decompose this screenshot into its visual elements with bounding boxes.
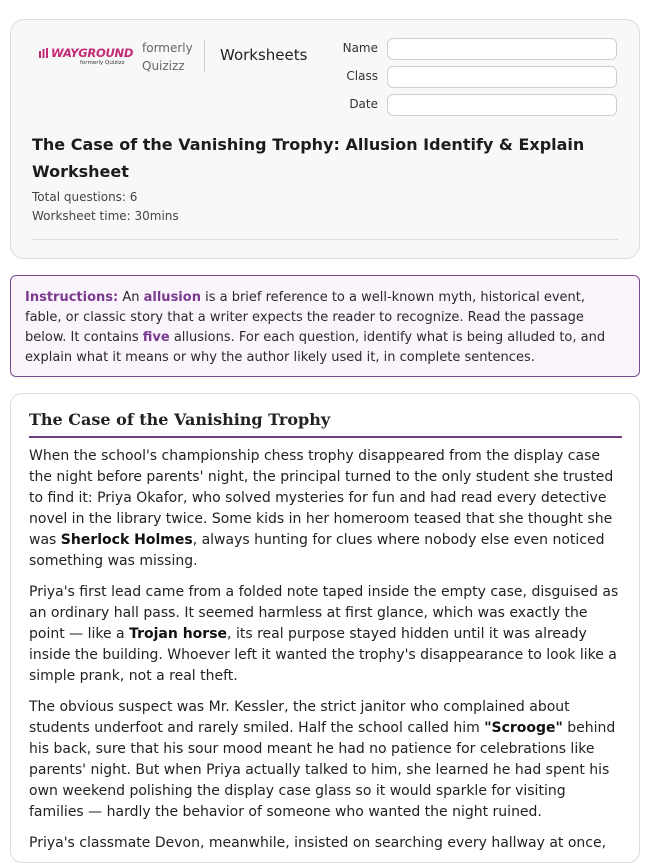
total-questions: Total questions: 6 <box>32 190 138 204</box>
passage-title: The Case of the Vanishing Trophy <box>29 410 331 429</box>
wayground-logo <box>39 46 134 70</box>
logo-mark-icon <box>39 48 51 58</box>
header-rule <box>32 239 618 240</box>
instructions-lead: Instructions: <box>25 290 119 305</box>
allusion-term: Trojan horse <box>129 626 228 642</box>
date-label: Date <box>349 97 378 111</box>
passage-title-rule <box>29 436 622 438</box>
section-label: Worksheets <box>220 46 308 64</box>
term-allusion: allusion <box>143 290 201 305</box>
passage-paragraph: Priya's first lead came from a folded note taped inside the empty case, disguised as an ordinary hall pass. It seemed harmless at first glance, which was exactly the point — like a Trojan horse, its real purpose stayed hidden until it was already inside the building. Whoever left it wanted the trophy's disappearance to look like a simple prank, not a real theft. <box>29 584 619 684</box>
allusion-term: "Scrooge" <box>484 720 563 736</box>
date-field[interactable] <box>387 94 617 116</box>
allusion-count: five <box>142 330 170 345</box>
logo-subtitle: formerly Quizizz <box>80 60 125 66</box>
worksheet-title: The Case of the Vanishing Trophy: Allusion Identify & Explain Worksheet <box>32 135 585 181</box>
header-divider <box>204 40 205 72</box>
allusion-term: Sherlock Holmes <box>60 532 193 548</box>
instructions-box: Instructions: An allusion is a brief reference to a well-known myth, historical event, fable, or classic story that a writer expects the reader to recognize. Read the passage below. It contains five allusions. For each question, identify what is being alluded to, and explain what it means or why the author likely used it, in complete sentences. <box>10 275 640 377</box>
worksheet-time: Worksheet time: 30mins <box>32 209 179 223</box>
passage-paragraph: The obvious suspect was Mr. Kessler, the strict janitor who complained about students underfoot and rarely smiled. Half the school called him "Scrooge" behind his back, sure that his sour mood meant he had no patience for celebrations like parents' night. But when Priya actually talked to him, she learned he had spent his own weekend polishing the display case glass so it would sparkle for visiting families — hardly the behavior of someone who wanted the night ruined. <box>29 699 616 820</box>
name-label: Name <box>342 41 378 55</box>
class-field[interactable] <box>387 66 617 88</box>
logo-wordmark: WAYGROUND <box>51 46 134 60</box>
passage-paragraph: Priya's classmate Devon, meanwhile, insisted on searching every hallway at once, <box>29 835 607 851</box>
name-field[interactable] <box>387 38 617 60</box>
passage-card <box>10 393 640 863</box>
formerly-note: formerly Quizizz <box>142 41 193 73</box>
class-label: Class <box>346 69 378 83</box>
passage-paragraph: When the school's championship chess trophy disappeared from the display case the night before parents' night, the principal turned to the only student she trusted to find it: Priya Okafor, who solved mysteries for fun and had read every detective novel in the library twice. Some kids in her homeroom teased that she thought she was Sherlock Holmes, always hunting for clues where nobody else even noticed something was missing. <box>29 448 614 569</box>
worksheet-header <box>10 19 640 259</box>
passage-body <box>29 446 623 864</box>
